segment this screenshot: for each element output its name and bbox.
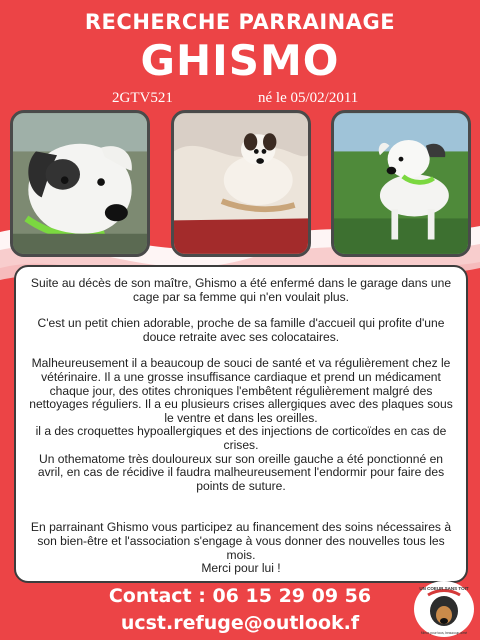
othematome-paragraph: Un othematome très douloureux sur son oreille gauche a été ponctionné en avril, en cas de récidive il faudra malheureusement l'endormir pour faire des points de suture.: [37, 451, 445, 493]
association-logo: [414, 581, 474, 637]
dog-photo-on-bed: [171, 110, 311, 257]
header-subtitle: RECHERCHE PARRAINAGE: [84, 10, 396, 34]
thanks-line: Merci pour lui !: [201, 561, 281, 576]
treatment-paragraph: il a des croquettes hypoallergiques et des injections de corticoïdes en cas de crises.: [35, 424, 447, 452]
identification-code: 2GTV521: [112, 90, 173, 106]
dog-photo-portrait: [10, 110, 150, 257]
health-paragraph: Malheureusement il a beaucoup de souci de santé et va régulièrement chez le vétérinaire. Il a une grosse insuffisance cardiaque et prend un médicament chaque jour, des otites chroniques l'embêtent régulièrement malgré des nettoyages réguliers. Il a eu plusieurs crises allergiques avec des plaques sous le ventre et dans les oreilles.: [29, 356, 453, 425]
personality-paragraph: C'est un petit chien adorable, proche de sa famille d'accueil qui profite d'une douce retraite avec ses colocataires.: [37, 316, 445, 344]
logo-emblem: [414, 581, 474, 637]
description-box: [14, 265, 468, 583]
contact-phone[interactable]: Contact : 06 15 29 09 56: [108, 585, 372, 607]
dog-in-garden-image: [334, 113, 468, 254]
dog-on-bed-image: [174, 113, 308, 254]
sponsorship-paragraph: En parrainant Ghismo vous participez au financement des soins nécessaires à son bien-être et l'association s'engage à vous donner des nouvelles tous les mois.: [30, 520, 452, 562]
contact-email[interactable]: ucst.refuge@outlook.f: [120, 612, 360, 634]
birth-date: né le 05/02/2011: [258, 90, 359, 106]
dog-portrait-image: [13, 113, 147, 254]
logo-bottom-text: Mieux pour tous, beaucoup aimé: [420, 631, 468, 635]
dog-name-title: GHISMO: [140, 36, 340, 85]
story-paragraph: Suite au décès de son maître, Ghismo a été enfermé dans le garage dans une cage par sa femme qui n'en voulait plus.: [30, 276, 452, 304]
logo-top-text: UN COEUR SANS TOIT: [419, 586, 469, 591]
dog-photo-in-garden: [331, 110, 471, 257]
